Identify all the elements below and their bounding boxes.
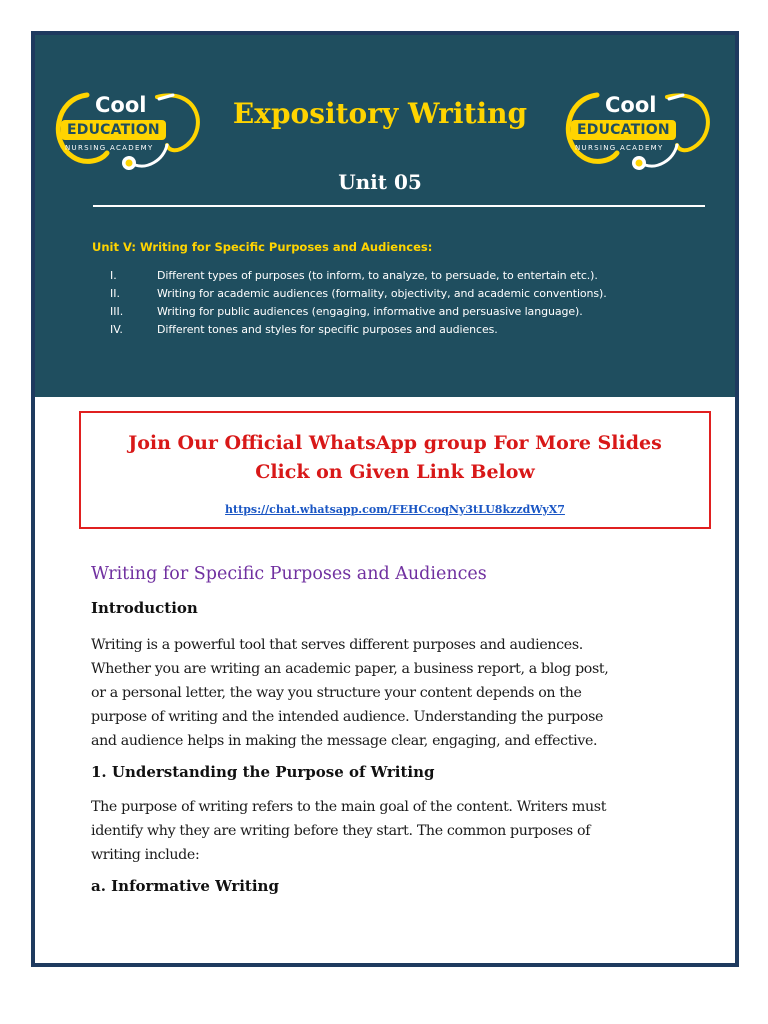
- topic-number: III.: [110, 305, 124, 318]
- unit-label: Unit 05: [338, 170, 422, 194]
- paragraph-line: writing include:: [91, 847, 200, 863]
- topic-item: [92, 285, 702, 303]
- logo-left: [47, 87, 207, 187]
- whatsapp-headline: Join Our Official WhatsApp group For More Slides: [128, 432, 662, 454]
- document-page: [31, 31, 739, 967]
- header-banner: [35, 35, 735, 397]
- topic-text: Different types of purposes (to inform, to analyze, to persuade, to entertain etc.).: [157, 269, 598, 282]
- topic-item: [92, 321, 702, 339]
- paragraph-line: Whether you are writing an academic paper, a business report, a blog post,: [91, 661, 609, 677]
- topic-number: I.: [110, 269, 117, 282]
- topic-text: Writing for public audiences (engaging, informative and persuasive language).: [157, 305, 583, 318]
- whatsapp-subline: Click on Given Link Below: [255, 461, 535, 483]
- logo-education-text: EDUCATION: [571, 120, 676, 140]
- topic-item: [92, 267, 702, 285]
- topic-text: Writing for academic audiences (formality, objectivity, and academic conventions).: [157, 287, 607, 300]
- logo-right: [557, 87, 717, 187]
- unit-heading: Unit V: Writing for Specific Purposes and Audiences:: [92, 240, 433, 254]
- paragraph-line: purpose of writing and the intended audience. Understanding the purpose: [91, 709, 604, 725]
- section-title: Writing for Specific Purposes and Audiences: [91, 564, 487, 584]
- logo-cool-text: Cool: [605, 93, 657, 117]
- paragraph-line: identify why they are writing before they start. The common purposes of: [91, 823, 591, 839]
- page-title: Expository Writing: [232, 97, 528, 130]
- topic-number: IV.: [110, 323, 123, 336]
- topic-text: Different tones and styles for specific purposes and audiences.: [157, 323, 498, 336]
- introduction-paragraph: [91, 633, 711, 753]
- header-divider: [93, 205, 705, 207]
- paragraph-line: The purpose of writing refers to the main goal of the content. Writers must: [91, 799, 607, 815]
- purpose-paragraph: [91, 795, 711, 867]
- logo-cool-text: Cool: [95, 93, 147, 117]
- topic-number: II.: [110, 287, 120, 300]
- whatsapp-group-link[interactable]: https://chat.whatsapp.com/FEHCcoqNy3tLU8kzzdWyX7: [225, 503, 565, 516]
- paragraph-line: or a personal letter, the way you structure your content depends on the: [91, 685, 582, 701]
- logo-subtitle: NURSING ACADEMY: [65, 144, 154, 152]
- introduction-heading: Introduction: [91, 599, 198, 617]
- informative-writing-heading: a. Informative Writing: [91, 877, 279, 895]
- paragraph-line: and audience helps in making the message clear, engaging, and effective.: [91, 733, 598, 749]
- paragraph-line: Writing is a powerful tool that serves different purposes and audiences.: [91, 637, 583, 653]
- logo-education-text: EDUCATION: [61, 120, 166, 140]
- topic-item: [92, 303, 702, 321]
- purpose-heading: 1. Understanding the Purpose of Writing: [91, 763, 435, 781]
- whatsapp-callout: [79, 411, 711, 529]
- logo-subtitle: NURSING ACADEMY: [575, 144, 664, 152]
- topic-list: [92, 267, 702, 339]
